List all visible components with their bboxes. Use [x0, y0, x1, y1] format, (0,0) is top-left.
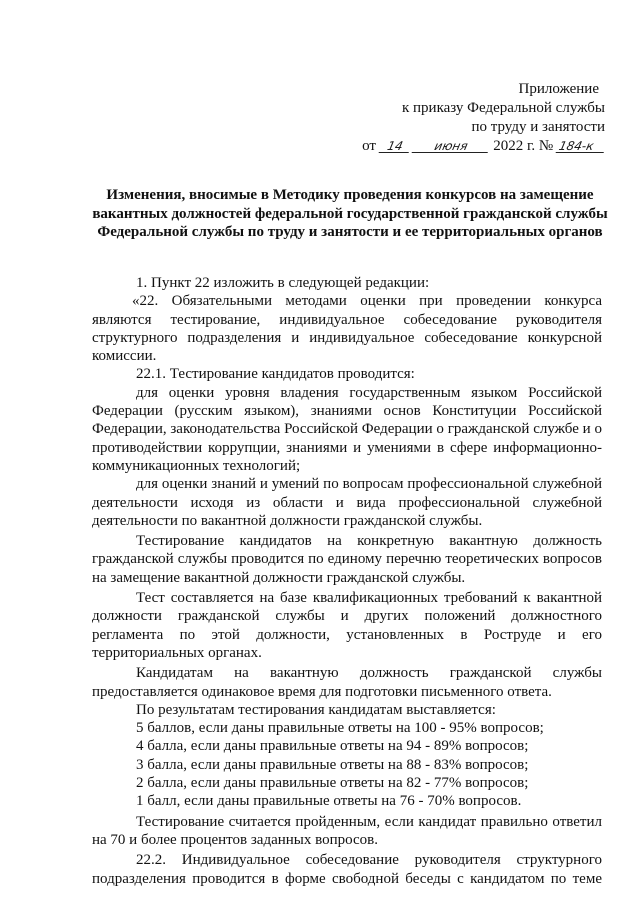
appendix-header — [362, 80, 605, 156]
paragraph: Кандидатам на вакантную должность гражданской службы предоставляется одинаковое время для подготовки письменного ответа. — [92, 665, 602, 700]
paragraph: Тестирование считается пройденным, если кандидат правильно ответил на 70 и более процентов заданных вопросов. — [92, 813, 602, 848]
date-year: 2022 г. № — [493, 138, 554, 154]
date-prefix: от — [362, 138, 376, 154]
score-line: 2 балла, если даны правильные ответы на 82 - 77% вопросов; — [136, 775, 529, 792]
score-line: 4 балла, если даны правильные ответы на 94 - 89% вопросов; — [136, 738, 529, 755]
order-reference-line-2: по труду и занятости — [471, 119, 605, 135]
paragraph: «22. Обязательными методами оценки при проведении конкурса являются тестирование, индивидуальное собеседование руководителя структурного подразделения и индивидуальное собеседование конкурсной комиссии. — [92, 293, 602, 365]
paragraph: Тест составляется на базе квалификационных требований к вакантной должности гражданской службы и других положений должностного регламента по этой должности, установленных в Роструде и его территориальных органах. — [92, 590, 602, 661]
document-body — [92, 274, 602, 888]
handwritten-month: июня — [412, 140, 491, 153]
paragraph: По результатам тестирования кандидатам выставляется: — [136, 701, 496, 718]
score-line: 5 баллов, если даны правильные ответы на 100 - 95% вопросов; — [136, 720, 544, 737]
paragraph: для оценки знаний и умений по вопросам профессиональной служебной деятельности исходя из области и вида профессиональной служебной деятельности по вакантной должности гражданской службы. — [92, 476, 602, 529]
score-line: 1 балл, если даны правильные ответы на 76 - 70% вопросов. — [136, 793, 522, 810]
paragraph: 22.2. Индивидуальное собеседование руководителя структурного подразделения проводится в форме свободной беседы с кандидатом по теме — [92, 852, 602, 887]
document-title: Изменения, вносимые в Методику проведения конкурсов на замещение вакантных должностей федеральной государственной гражданской службы Федеральной службы по труду и занятости и ее территориальных органов — [92, 187, 608, 240]
paragraph: 1. Пункт 22 изложить в следующей редакции: — [136, 275, 430, 291]
paragraph: Тестирование кандидатов на конкретную вакантную должность гражданской службы проводится по единому перечню теоретических вопросов на замещение вакантной должности гражданской службы. — [92, 533, 602, 586]
appendix-label: Приложение — [518, 81, 599, 97]
handwritten-day: 14 — [378, 140, 411, 153]
paragraph: 22.1. Тестирование кандидатов проводится: — [136, 366, 415, 383]
score-line: 3 балла, если даны правильные ответы на 88 - 83% вопросов; — [136, 756, 529, 773]
order-date-line — [362, 137, 605, 155]
order-reference-line: к приказу Федеральной службы — [401, 100, 605, 116]
paragraph: для оценки уровня владения государственным языком Российской Федерации (русским языком), знаниями основ Конституции Российской Федерации, законодательства Российской Федерации о гражданской службе и о противодействии коррупции, знаниями и умениями в сфере информационно-коммуникационных технологий; — [92, 384, 602, 474]
handwritten-order-number: 184-к — [556, 140, 607, 153]
